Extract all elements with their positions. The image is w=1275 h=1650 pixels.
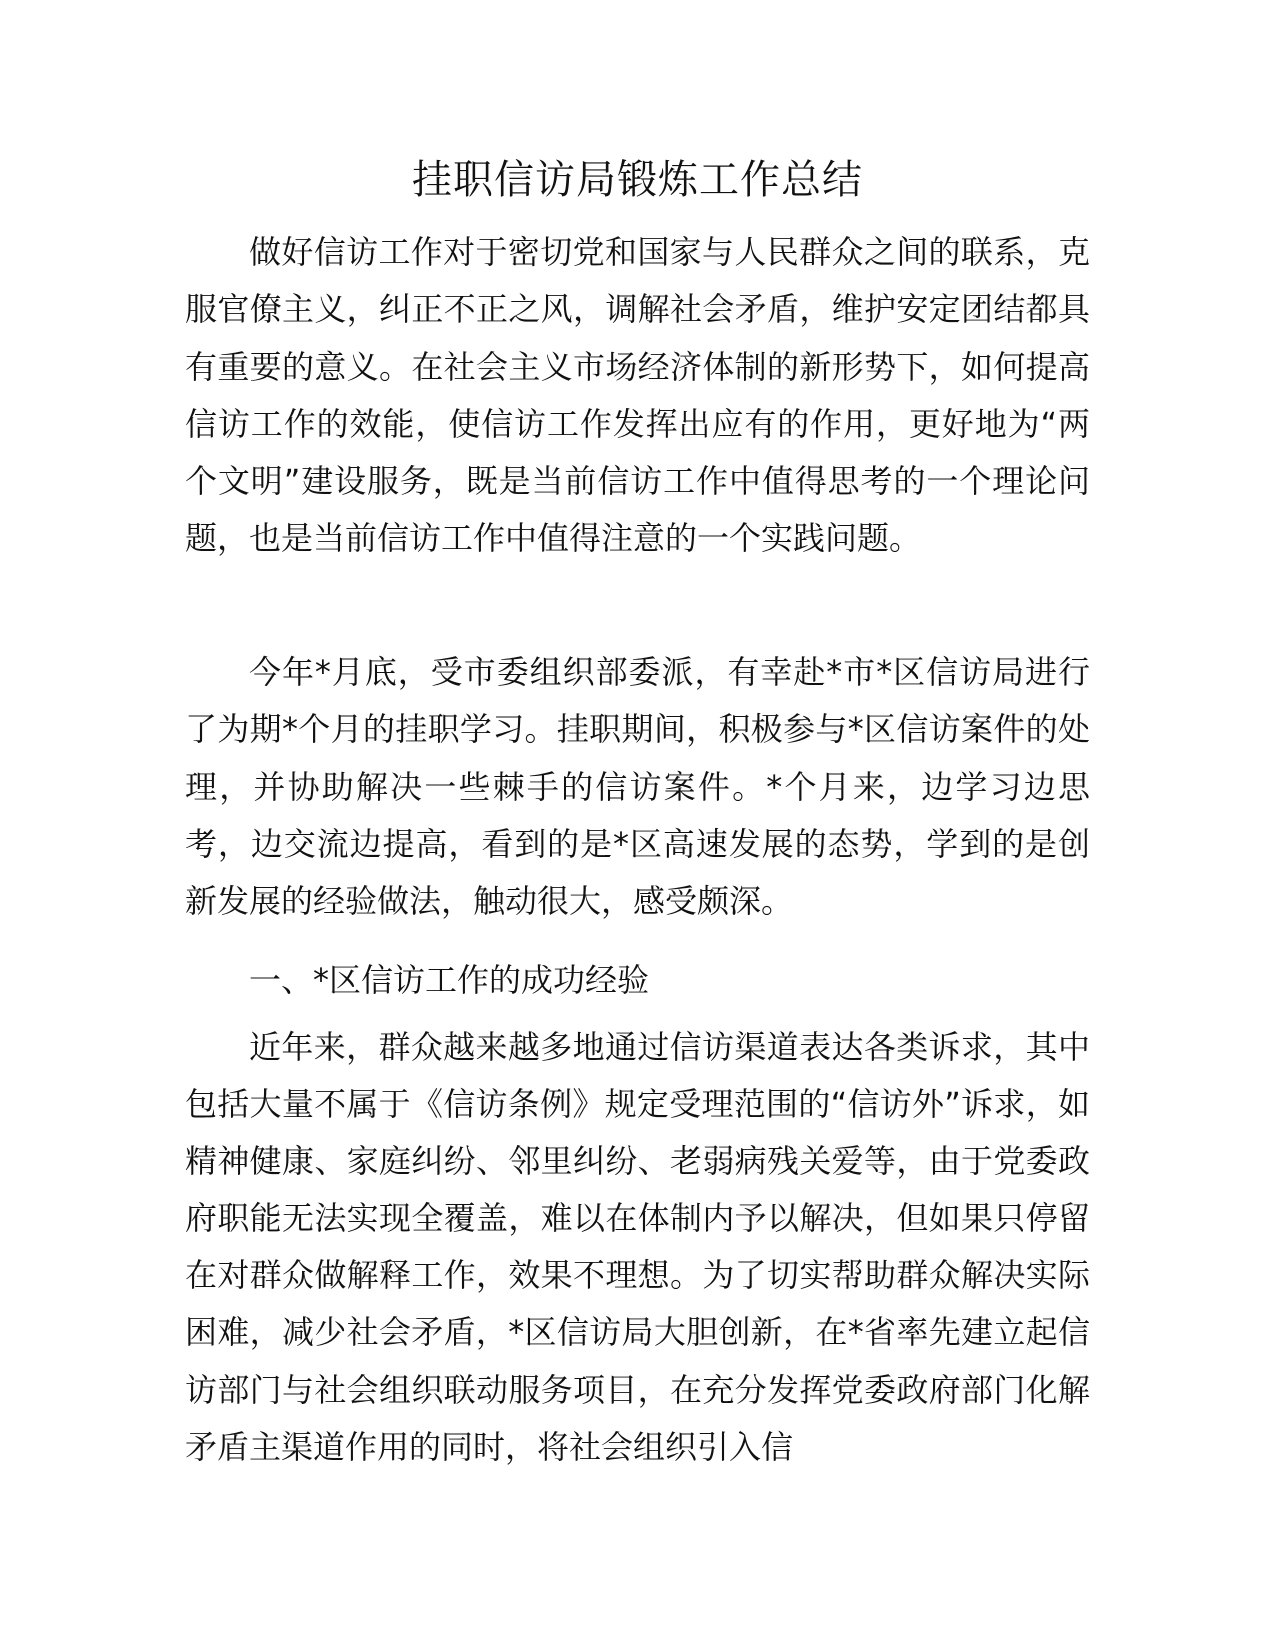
section-heading: 一、*区信访工作的成功经验 [249,961,650,999]
paragraph-assignment: 今年*月底，受市委组织部委派，有幸赴*市*区信访局进行了为期*个月的挂职学习。挂职期间，积极参与*区信访案件的处理，并协助解决一些棘手的信访案件。*个月来，边学习边思考，边交流边提高，看到的是*区高速发展的态势，学到的是创新发展的经验做法，触动很大，感受颇深。 [185,653,1090,921]
document-title: 挂职信访局锻炼工作总结 [412,157,863,203]
paragraph-introduction: 做好信访工作对于密切党和国家与人民群众之间的联系，克服官僚主义，纠正不正之风，调解社会矛盾，维护安定团结都具有重要的意义。在社会主义市场经济体制的新形势下，如何提高信访工作的效能，使信访工作发挥出应有的作用，更好地为“两个文明”建设服务，既是当前信访工作中值得思考的一个理论问题，也是当前信访工作中值得注意的一个实践问题。 [185,233,1090,558]
paragraph-experience: 近年来，群众越来越多地通过信访渠道表达各类诉求，其中包括大量不属于《信访条例》规定受理范围的“信访外”诉求，如精神健康、家庭纠纷、邻里纠纷、老弱病残关爱等，由于党委政府职能无法实现全覆盖，难以在体制内予以解决，但如果只停留在对群众做解释工作，效果不理想。为了切实帮助群众解决实际困难，减少社会矛盾，*区信访局大胆创新，在*省率先建立起信访部门与社会组织联动服务项目，在充分发挥党委政府部门化解矛盾主渠道作用的同时，将社会组织引入信 [185,1028,1090,1466]
